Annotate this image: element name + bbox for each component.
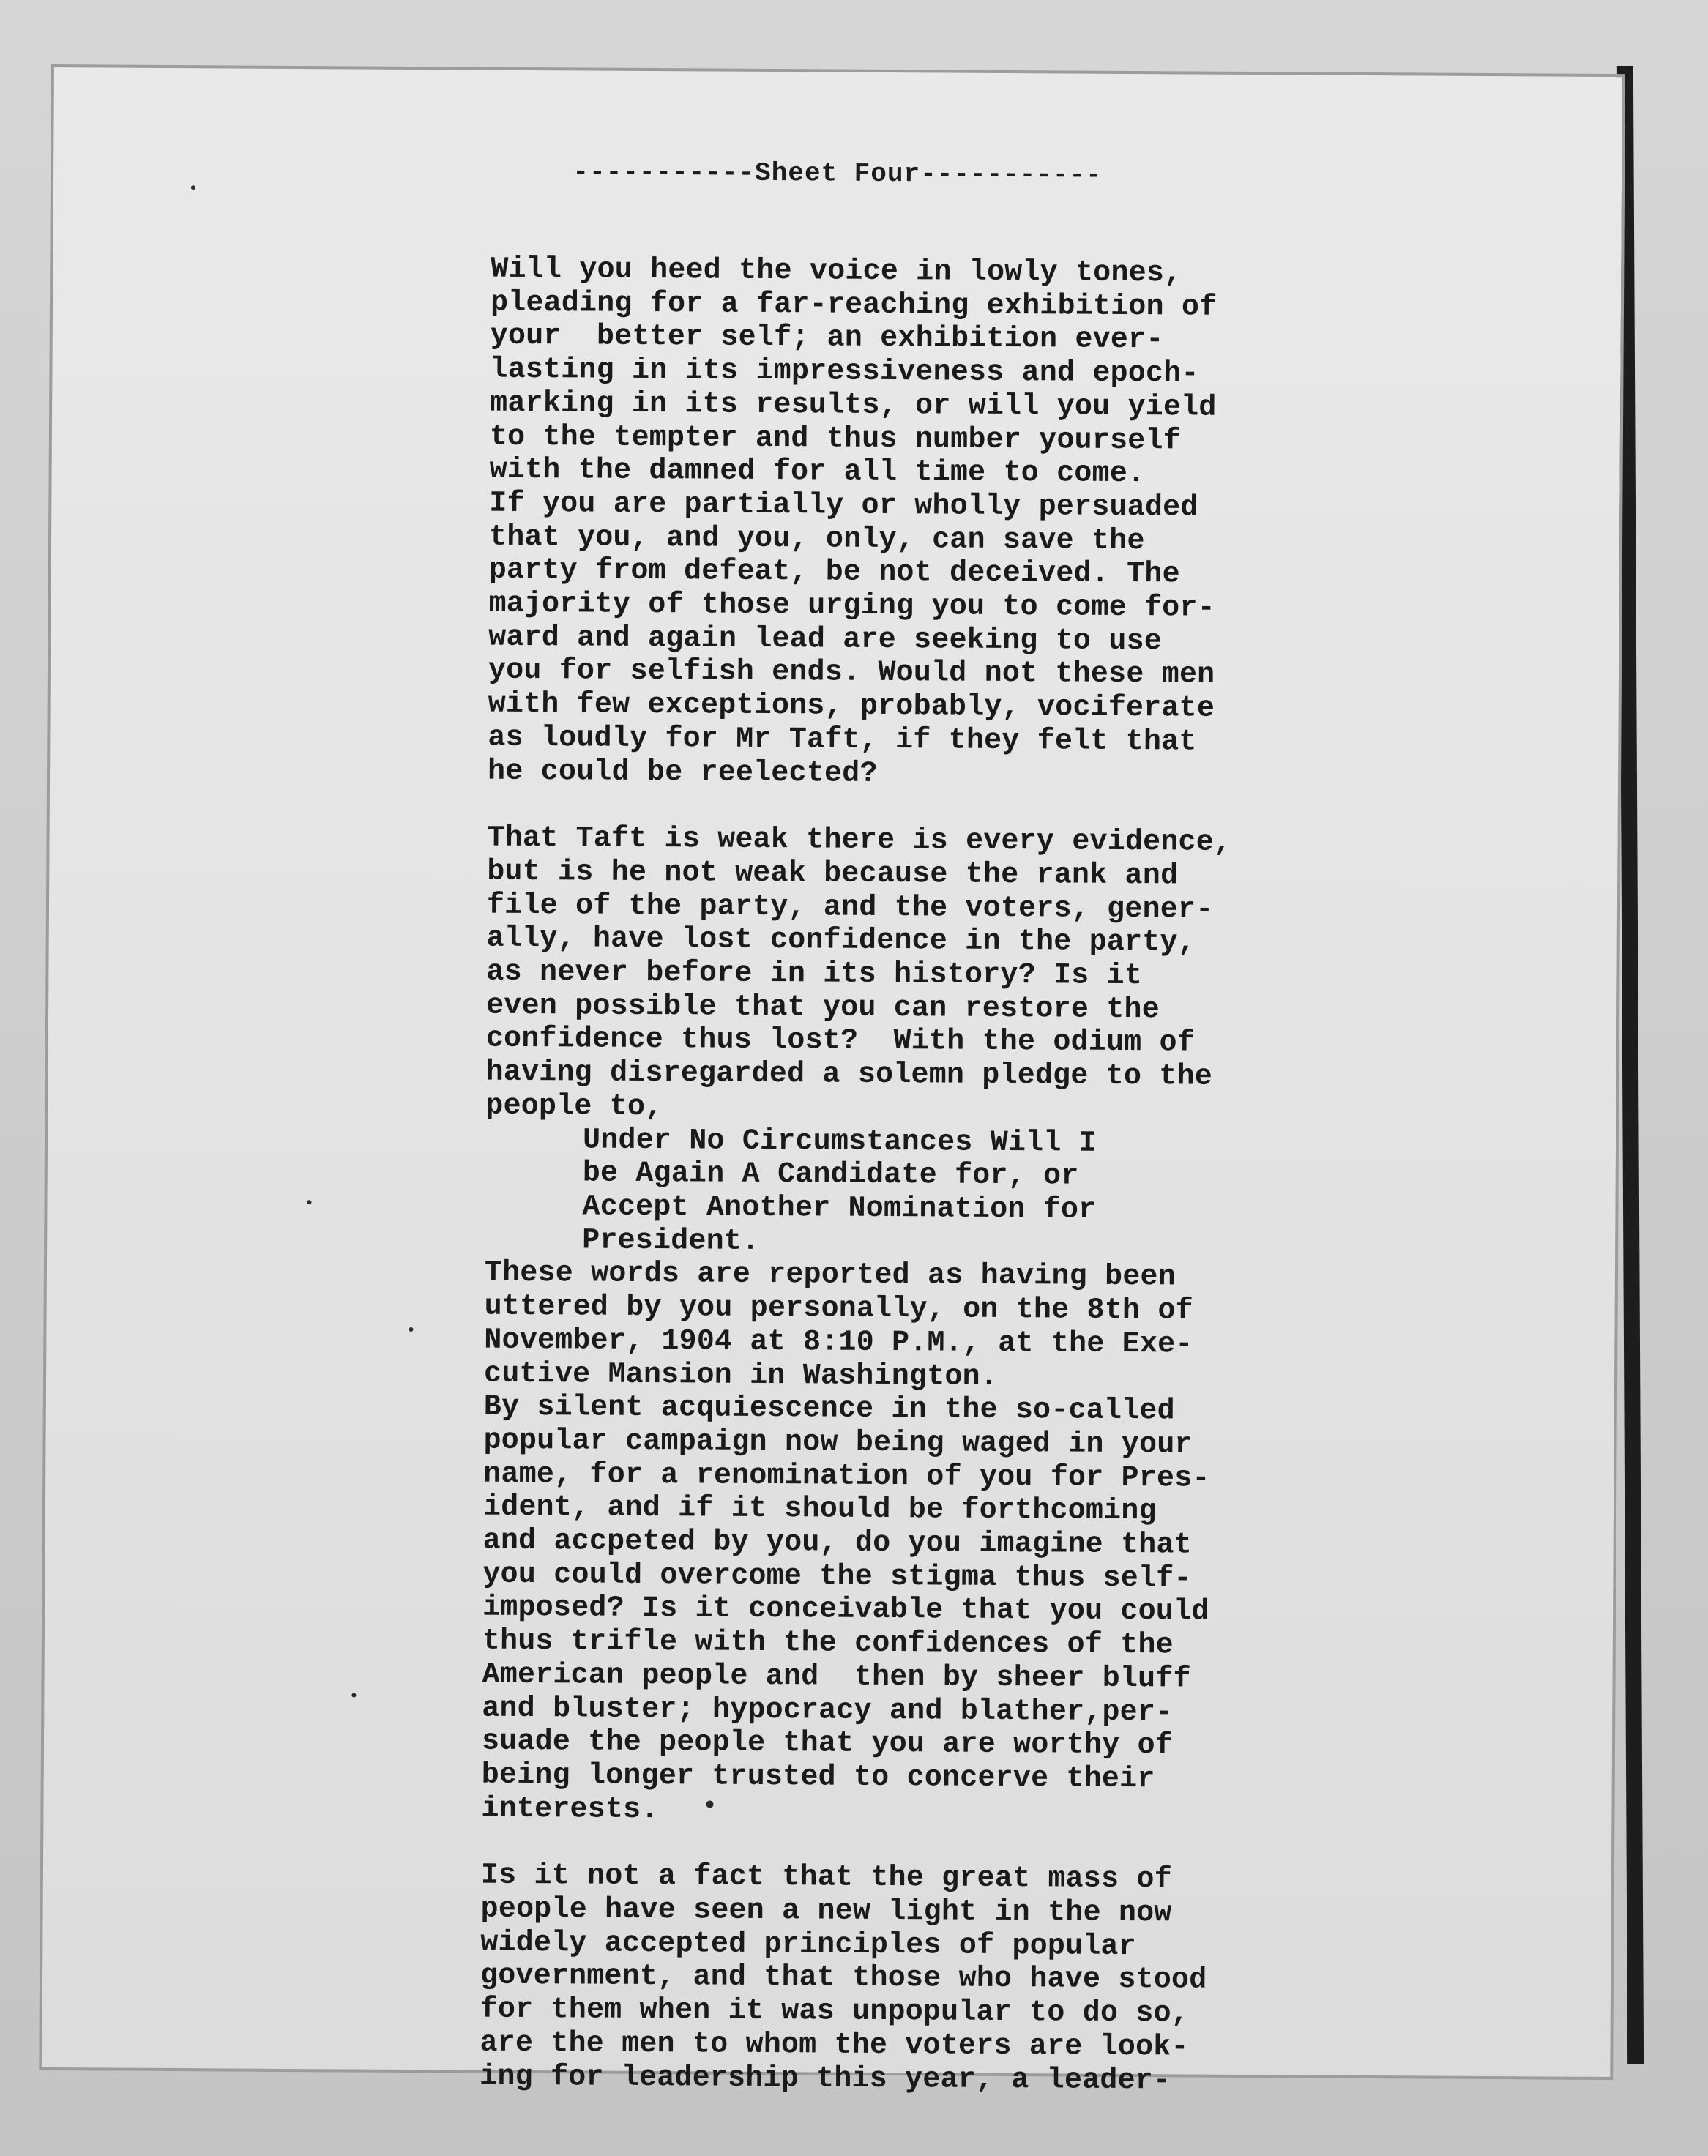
text-line: These words are reported as having been <box>484 1257 1176 1294</box>
text-line: majority of those urging you to come for- <box>488 587 1216 625</box>
quoted-pledge <box>485 1123 1327 1262</box>
text-line: imposed? Is it conceivable that you could <box>482 1592 1209 1630</box>
text-line: By silent acquiescence in the so-called <box>483 1390 1175 1428</box>
text-line: lasting in its impressiveness and epoch- <box>490 353 1199 391</box>
paragraph-spacer <box>488 788 1330 827</box>
text-line: as loudly for Mr Taft, if they felt that <box>488 721 1197 759</box>
text-line: you for selfish ends. Would not these men <box>488 654 1215 693</box>
paper-speck <box>191 185 195 190</box>
text-line: and bluster; hypocracy and blather,per- <box>482 1692 1174 1729</box>
text-line: ing for leadership this year, a leader- <box>480 2060 1171 2097</box>
text-line: November, 1904 at 8:10 P.M., at the Exe- <box>484 1324 1193 1362</box>
text-line: ally, have lost confidence in the party, <box>486 922 1196 960</box>
text-line: suade the people that you are worthy of <box>481 1725 1174 1763</box>
text-line: confidence thus lost? With the odium of <box>485 1023 1196 1061</box>
pledge-line: be Again A Candidate for, or <box>582 1157 1079 1193</box>
text-line: people to, <box>485 1089 663 1124</box>
text-line: pleading for a far-reaching exhibition of <box>490 286 1217 324</box>
paper-speck <box>409 1327 413 1332</box>
text-line: to the tempter and thus number yourself <box>489 420 1181 458</box>
paragraph-2 <box>485 822 1329 1128</box>
page-body <box>480 253 1332 2099</box>
text-line: he could be reelected? <box>487 755 878 791</box>
paragraph-4 <box>480 1860 1323 2099</box>
text-line: that you, and you, only, can save the <box>488 521 1145 558</box>
text-line: are the men to whom the voters are look- <box>480 2026 1189 2064</box>
sheet-header: -----------Sheet Four----------- <box>573 157 1103 190</box>
text-line: as never before in its history? Is it <box>486 955 1143 993</box>
text-line: with the damned for all time to come. <box>489 453 1146 491</box>
text-line: popular campaign now being waged in your <box>483 1424 1193 1462</box>
text-line: widely accepted principles of popular <box>480 1926 1137 1963</box>
text-line: interests. <box>481 1792 659 1827</box>
text-line: uttered by you personally, on the 8th of <box>484 1290 1193 1328</box>
text-line: your better self; an exhibition ever- <box>490 320 1164 357</box>
text-line: If you are partially or wholly persuaded <box>489 487 1198 525</box>
text-line: being longer trusted to concerve their <box>481 1758 1155 1797</box>
text-line: government, and that those who have stood <box>480 1960 1207 1998</box>
text-line: American people and then by sheer bluff <box>482 1658 1191 1696</box>
pledge-line: Accept Another Nomination for <box>582 1190 1097 1227</box>
text-line: name, for a renomination of you for Pres- <box>483 1458 1210 1496</box>
text-line: you could overcome the stigma thus self- <box>482 1558 1192 1596</box>
text-line: people have seen a new light in the now <box>480 1892 1172 1931</box>
text-line: even possible that you can restore the <box>486 989 1160 1027</box>
paragraph-3 <box>481 1257 1327 1831</box>
paragraph-spacer <box>481 1826 1323 1865</box>
text-line: having disregarded a solemn pledge to the <box>485 1056 1213 1094</box>
pledge-line: President. <box>582 1224 760 1258</box>
text-line: file of the party, and the voters, gener- <box>486 889 1214 927</box>
typewritten-page <box>39 64 1625 2097</box>
text-line: but is he not weak because the rank and <box>487 855 1179 893</box>
pledge-line: Under No Circumstances Will I <box>582 1124 1097 1160</box>
text-line: with few exceptions, probably, vociferate <box>488 687 1215 725</box>
text-line: ward and again lead are seeking to use <box>488 621 1163 659</box>
text-line: That Taft is weak there is every evidence, <box>487 821 1232 860</box>
text-line: marking in its results, or will you yield <box>490 387 1217 425</box>
text-line: party from defeat, be not deceived. The <box>488 553 1180 592</box>
text-line: Is it not a fact that the great mass of <box>480 1859 1172 1897</box>
text-line: cutive Mansion in Washington. <box>483 1357 999 1394</box>
text-line: thus trifle with the confidences of the <box>482 1625 1174 1663</box>
paper-speck <box>351 1693 356 1698</box>
text-line: for them when it was unpopular to do so, <box>480 1993 1190 2031</box>
paper-speck <box>307 1200 311 1204</box>
paper-speck <box>706 1801 713 1808</box>
paragraph-1 <box>488 253 1332 794</box>
text-line: and accpeted by you, do you imagine that <box>482 1524 1192 1562</box>
text-line: Will you heed the voice in lowly tones, <box>491 253 1182 291</box>
text-line: ident, and if it should be forthcoming <box>482 1491 1157 1529</box>
